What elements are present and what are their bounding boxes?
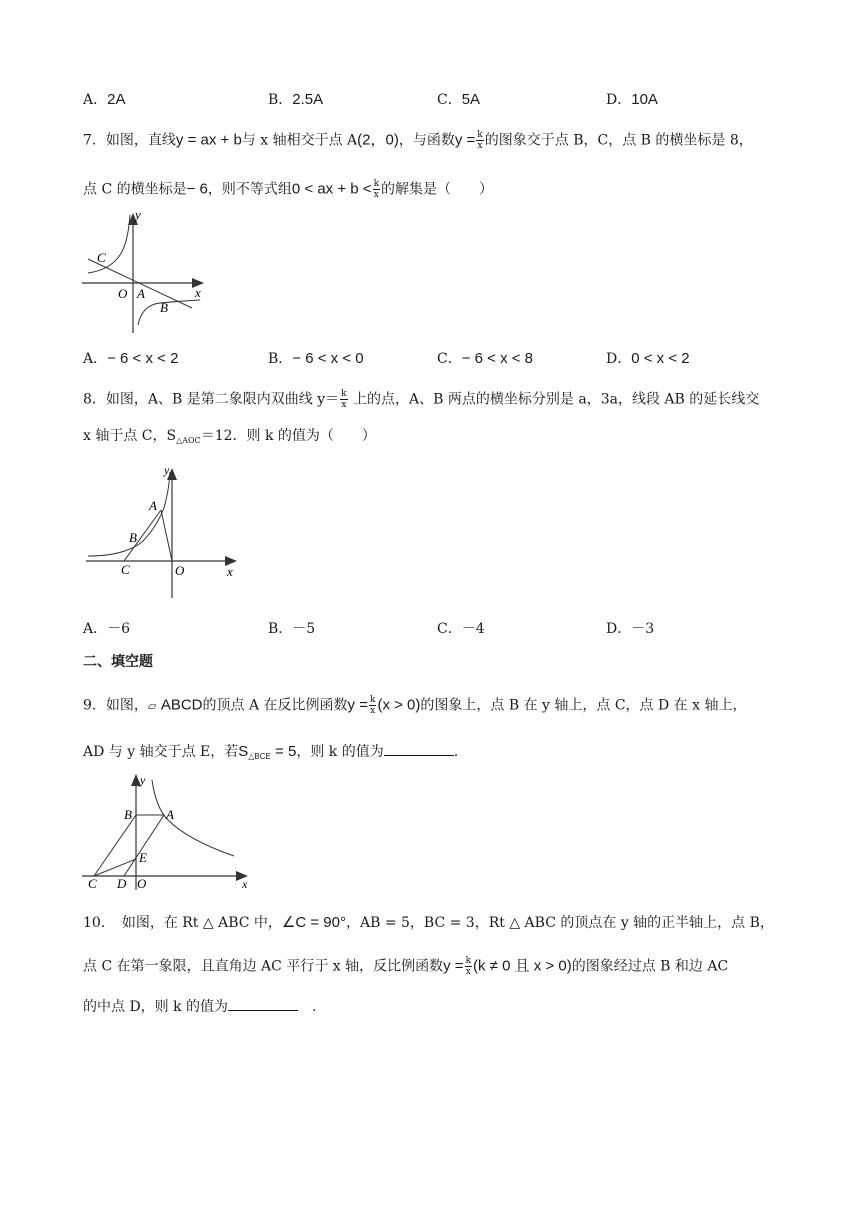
q8-option-b: B．－5 — [268, 621, 316, 637]
q7-line2: 点 C 的横坐标是− 6，则不等式组0 < ax + b < $\frac{k}{x}$ 的解集是（ ） — [83, 179, 494, 200]
q9-label-o: O — [137, 876, 147, 891]
q6-option-c: C．5A — [437, 91, 481, 108]
q8-label-o: O — [175, 563, 185, 578]
q7-label-o: O — [118, 286, 128, 301]
q8-segment-ao — [161, 510, 172, 561]
q7-hyperbola-upper — [88, 215, 130, 273]
q10-line3: 的中点 D，则 k 的值为 . — [83, 999, 317, 1015]
q10-line2: 点 C 在第一象限，且直角边 AC 平行于 x 轴，反比例函数y = $\frac{k}{x}$ (k ≠ 0 且 x > 0)的图象经过点 B 和边 AC — [83, 956, 729, 977]
q8-label-c: C — [121, 562, 130, 577]
q7-line1: 7．如图，直线y = ax + b与 x 轴相交于点 A(2，0)，与函数y = $\frac{k}{x}$ 的图象交于点 B，C，点 B 的横坐标是 8， — [83, 130, 753, 151]
q8-graph — [84, 460, 244, 600]
q6-option-d: D．10A — [606, 91, 658, 108]
q7-option-d: D．0 < x < 2 — [606, 350, 690, 367]
q9-graph — [80, 768, 252, 892]
q6-option-a: A．2A — [83, 91, 126, 108]
q8-fraction: $\frac{k}{x}$ — [341, 389, 347, 410]
q9-label-x: x — [242, 877, 248, 891]
q8-option-d: D．－3 — [606, 621, 655, 637]
q9-answer-blank[interactable] — [384, 743, 454, 756]
q8-line1: 8．如图，A、B 是第二象限内双曲线 y＝ $\frac{k}{x}$ 上的点，A、B 两点的横坐标分别是 a，3a，线段 AB 的延长线交 — [83, 389, 760, 410]
q9-label-c: C — [88, 876, 97, 891]
q8-option-c: C．－4 — [437, 621, 485, 637]
q7-fraction: $\frac{k}{x}$ — [477, 130, 483, 151]
q10-fraction: $\frac{k}{x}$ — [465, 956, 472, 977]
q9-hyperbola — [152, 780, 234, 856]
q9-label-e: E — [139, 850, 147, 865]
q7-label-x: x — [195, 285, 201, 300]
q9-fraction: $\frac{k}{x}$ — [369, 695, 376, 716]
q7-hyperbola-lower — [138, 300, 200, 325]
q9-line2: AD 与 y 轴交于点 E，若$S_{\triangle BCE} = 5$，则 k 的值为 . — [83, 743, 459, 761]
q9-label-y: y — [140, 773, 146, 787]
q7-option-c: C．− 6 < x < 8 — [437, 350, 534, 367]
q9-label-b: B — [124, 807, 132, 822]
q7-label-c: C — [97, 250, 106, 265]
q10-answer-blank[interactable] — [228, 998, 298, 1011]
q9-line1: 9．如图，▱ ABCD的顶点 A 在反比例函数y = $\frac{k}{x}$ (x > 0)的图象上，点 B 在 y 轴上，点 C，点 D 在 x 轴上， — [83, 695, 747, 716]
q7-label-a: A — [137, 286, 145, 301]
q7-label-b: B — [160, 300, 168, 315]
q8-label-y: y — [164, 463, 170, 477]
q8-line2: x 轴于点 C，$S_{\triangle AOC}=12$．则 k 的值为（ ） — [83, 428, 376, 445]
q7-label-y: y — [135, 207, 141, 222]
q7-option-a: A．− 6 < x < 2 — [83, 350, 179, 367]
q10-line1: 10． 如图，在 Rt △ ABC 中，∠C = 90°，AB = 5，BC = 3，Rt △ ABC 的顶点在 y 轴的正半轴上，点 B， — [83, 914, 774, 931]
q8-label-b: B — [129, 530, 137, 545]
section-title: 二、填空题 — [83, 654, 153, 670]
q7-option-b: B．− 6 < x < 0 — [268, 350, 364, 367]
q8-label-x: x — [227, 564, 233, 579]
q8-option-a: A．－6 — [83, 621, 131, 637]
q7-fraction-2: $\frac{k}{x}$ — [373, 179, 380, 200]
q8-label-a: A — [149, 498, 157, 513]
q6-option-b: B．2.5A — [268, 91, 324, 108]
q9-label-a: A — [166, 807, 174, 822]
parallelogram-icon: ▱ — [147, 699, 157, 713]
q7-graph — [80, 205, 212, 335]
q9-label-d: D — [117, 876, 127, 891]
